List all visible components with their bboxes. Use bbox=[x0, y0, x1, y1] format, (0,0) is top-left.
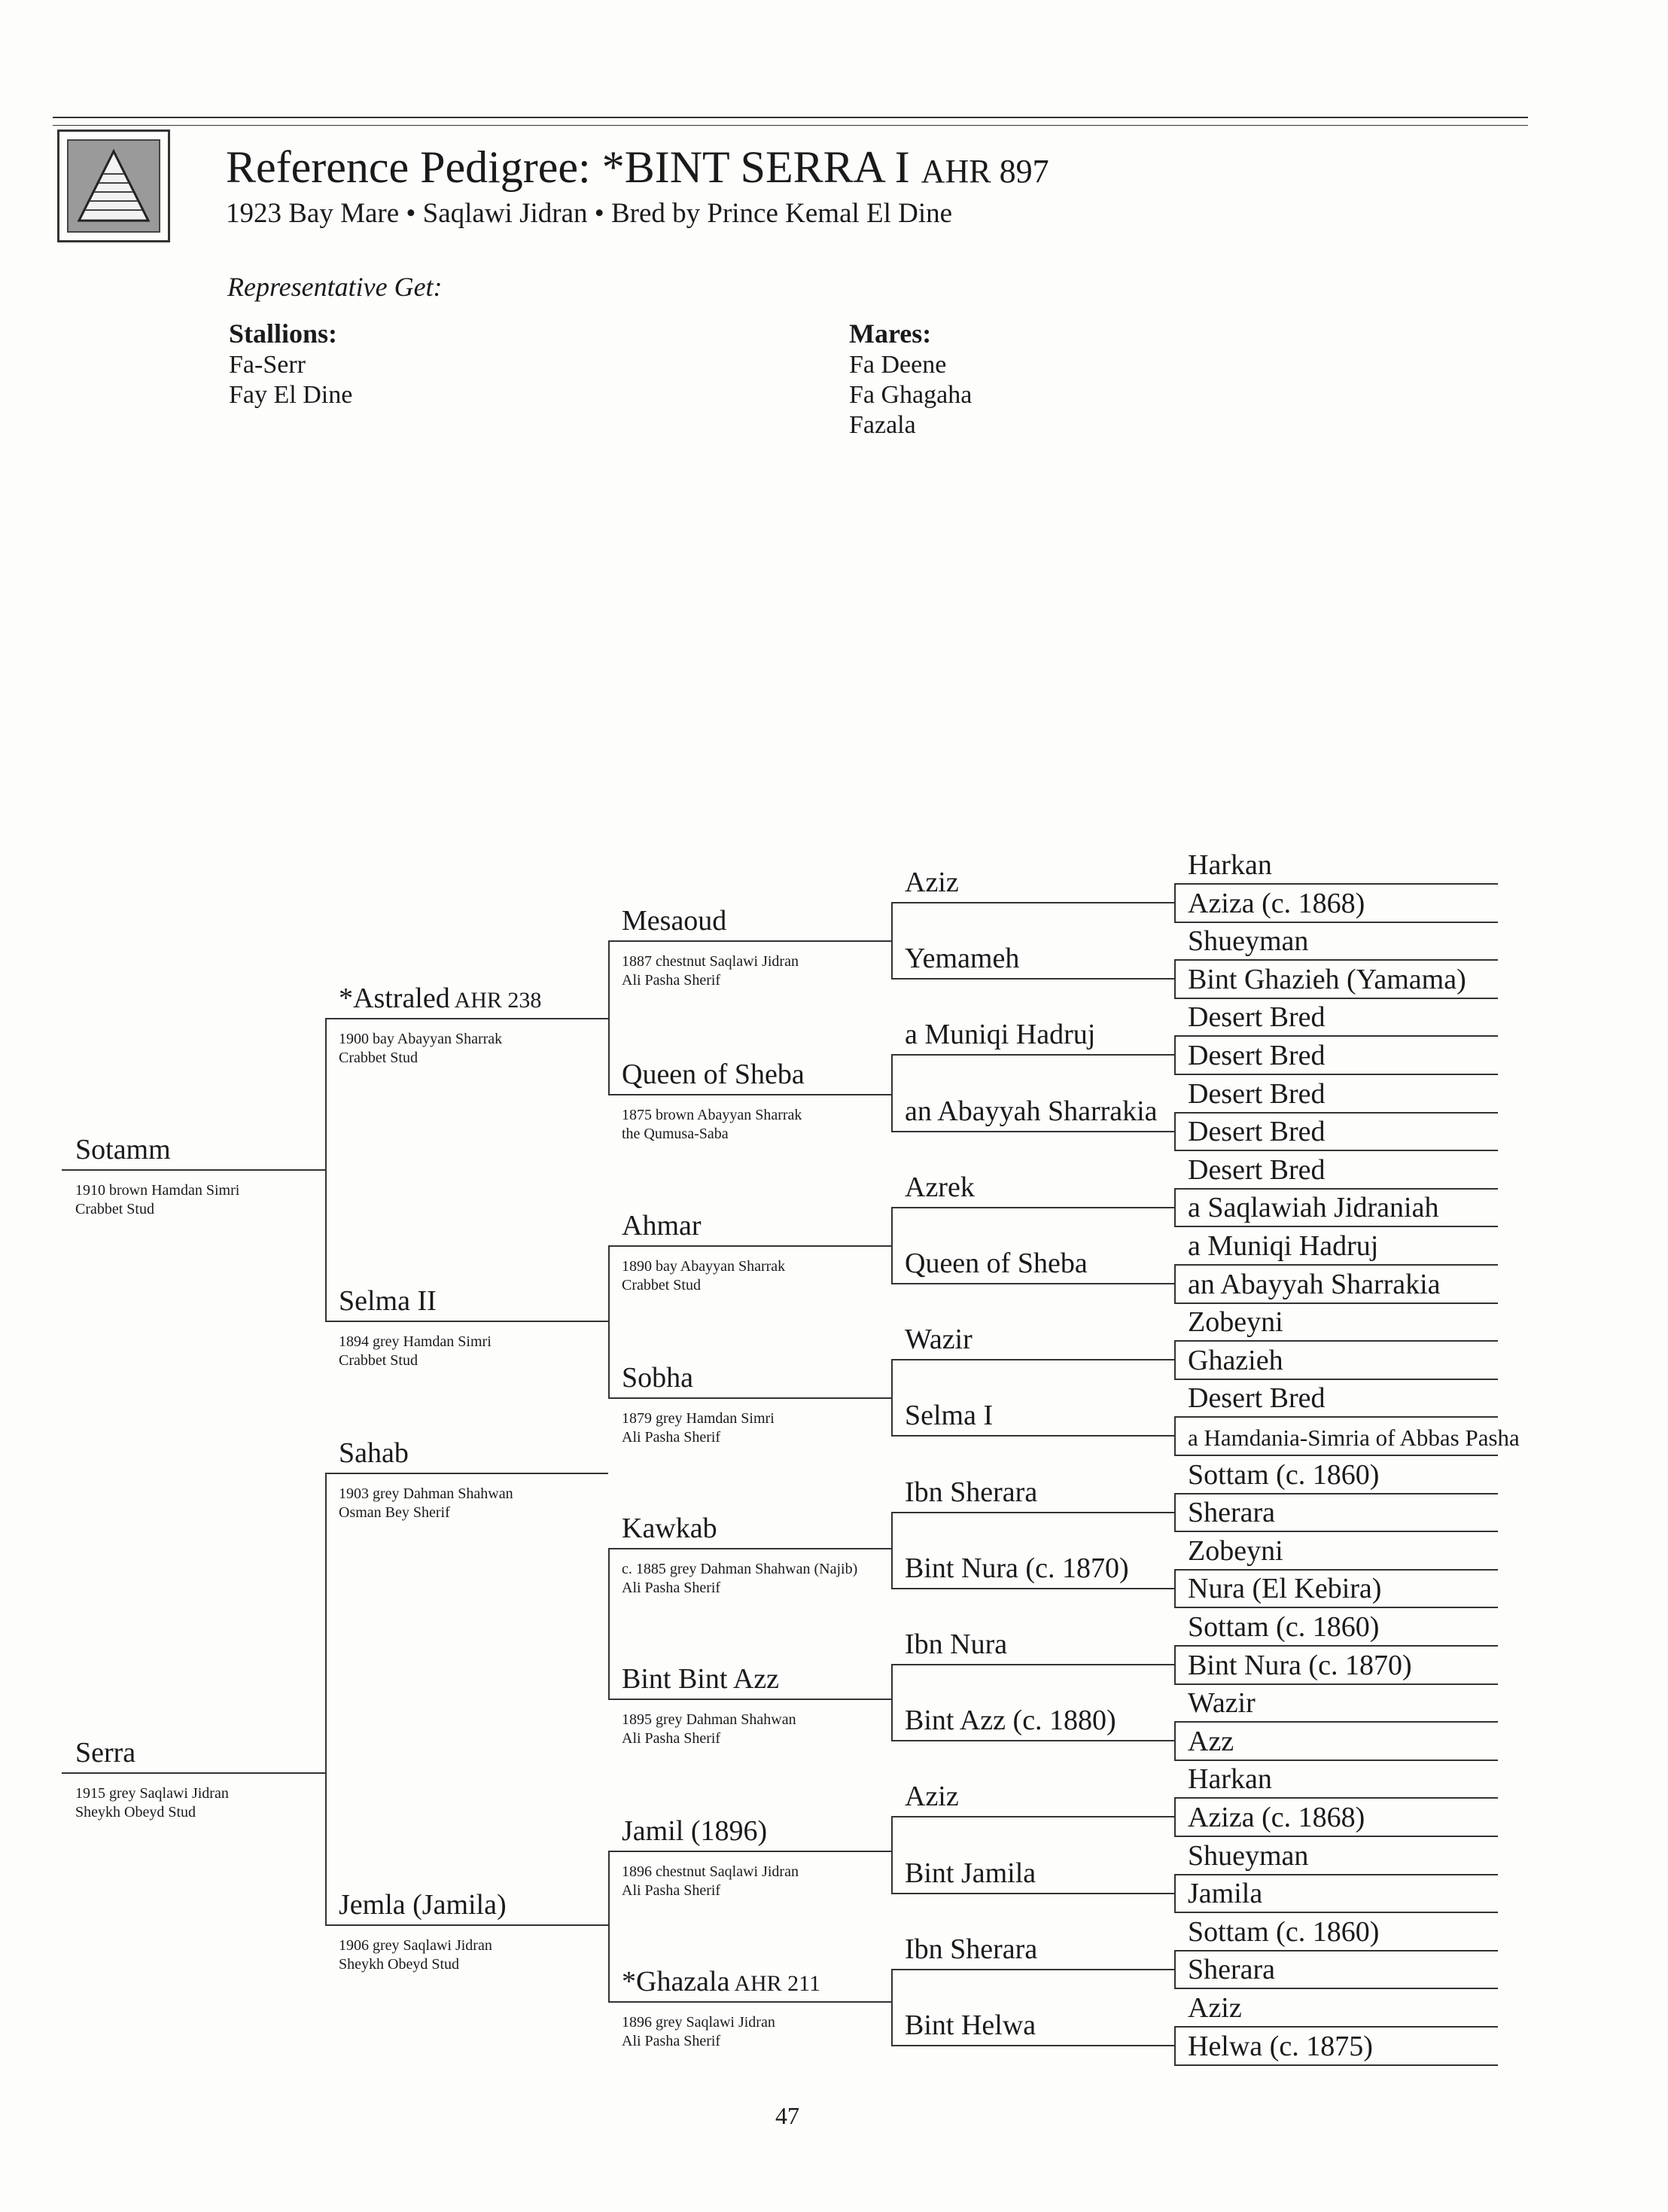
gen5-line bbox=[1174, 2026, 1498, 2028]
horse-name-text: Wazir bbox=[905, 1324, 972, 1356]
horse-name-text: Desert Bred bbox=[1188, 1001, 1326, 1034]
horse-details bbox=[622, 1863, 799, 1900]
horse-detail-line: 1894 grey Hamdan Simri bbox=[339, 1333, 492, 1350]
horse-name bbox=[1188, 1229, 1378, 1263]
gen5-box-edge bbox=[1174, 1036, 1176, 1074]
horse-name bbox=[1188, 1191, 1438, 1224]
gen4-line bbox=[891, 1435, 1174, 1437]
horse-name bbox=[339, 1437, 409, 1470]
gen5-line bbox=[1174, 1226, 1498, 1227]
horse-name-text: Bint Ghazieh (Yamama) bbox=[1188, 963, 1466, 995]
gen5-box-edge bbox=[1174, 1950, 1176, 1988]
horse-detail-line: Sheykh Obeyd Stud bbox=[75, 1804, 196, 1820]
gen3-connector bbox=[891, 1664, 893, 1740]
horse-name-text: *Ghazala bbox=[622, 1966, 730, 1997]
horse-name-text: Yemameh bbox=[905, 943, 1020, 975]
gen5-line bbox=[1174, 2064, 1498, 2066]
horse-name bbox=[1188, 1610, 1379, 1644]
title-ahr: AHR 897 bbox=[921, 153, 1049, 190]
gen3-line bbox=[608, 1094, 891, 1095]
horse-detail-line: Osman Bey Sherif bbox=[339, 1504, 450, 1521]
horse-name-text: Azz bbox=[1188, 1725, 1234, 1757]
horse-detail-line: Ali Pasha Sherif bbox=[622, 2033, 721, 2049]
horse-name bbox=[1188, 925, 1308, 958]
horse-name bbox=[1188, 1077, 1326, 1111]
gen5-box-edge bbox=[1174, 1417, 1176, 1455]
gen4-line bbox=[891, 2045, 1174, 2046]
gen4-line bbox=[891, 1054, 1174, 1056]
horse-name bbox=[1188, 1801, 1365, 1834]
horse-detail-line: Crabbet Stud bbox=[339, 1050, 418, 1066]
horse-detail-line: 1890 bay Abayyan Sharrak bbox=[622, 1258, 786, 1275]
horse-name bbox=[1188, 1915, 1379, 1948]
gen5-box-edge bbox=[1174, 1112, 1176, 1150]
gen3-connector bbox=[891, 902, 893, 978]
horse-name-text: Sherara bbox=[1188, 1954, 1276, 1986]
horse-name-text: Sottam (c. 1860) bbox=[1188, 1611, 1380, 1643]
horse-name-text: Aziz bbox=[905, 1781, 959, 1813]
horse-detail-line: Sheykh Obeyd Stud bbox=[339, 1956, 459, 1973]
horse-name bbox=[1188, 1991, 1242, 2025]
horse-detail-line: 1879 grey Hamdan Simri bbox=[622, 1410, 775, 1427]
horse-name bbox=[905, 1857, 1036, 1890]
horse-name-text: Aziz bbox=[1188, 1992, 1242, 2024]
horse-name bbox=[1188, 1496, 1275, 1529]
pyramid-icon bbox=[67, 139, 160, 233]
horse-name bbox=[1188, 1458, 1379, 1491]
horse-name bbox=[622, 1965, 820, 1998]
gen5-box-edge bbox=[1174, 1722, 1176, 1760]
horse-name-text: Desert Bred bbox=[1188, 1153, 1326, 1186]
horse-name bbox=[1188, 1115, 1326, 1148]
gen5-line bbox=[1174, 1493, 1498, 1494]
stallion-item: Fay El Dine bbox=[229, 381, 353, 409]
mares-heading: Mares: bbox=[849, 318, 932, 349]
horse-details bbox=[339, 1485, 513, 1522]
horse-name bbox=[622, 1058, 805, 1091]
gen2-connector bbox=[608, 1548, 610, 1699]
page-title bbox=[226, 142, 1049, 193]
horse-detail-line: 1903 grey Dahman Shahwan bbox=[339, 1485, 513, 1502]
horse-detail-line: 1906 grey Saqlawi Jidran bbox=[339, 1937, 492, 1954]
gen5-box-edge bbox=[1174, 884, 1176, 922]
gen5-line bbox=[1174, 1455, 1498, 1456]
gen3-connector bbox=[891, 1207, 893, 1283]
gen5-box-edge bbox=[1174, 2027, 1176, 2064]
horse-name bbox=[905, 866, 959, 899]
horse-details bbox=[622, 2013, 775, 2051]
gen1-line bbox=[62, 1169, 325, 1171]
horse-name-text: a Hamdania-Simria of Abbas Pasha bbox=[1188, 1424, 1520, 1451]
horse-detail-line: 1896 chestnut Saqlawi Jidran bbox=[622, 1863, 799, 1880]
gen1-connector bbox=[325, 1018, 327, 1321]
gen5-box-edge bbox=[1174, 1188, 1176, 1226]
horse-name bbox=[1188, 2030, 1373, 2063]
stallion-item: Fa-Serr bbox=[229, 351, 306, 379]
horse-name-text: Jamila bbox=[1188, 1878, 1263, 1910]
gen4-line bbox=[891, 1893, 1174, 1894]
gen4-line bbox=[891, 1131, 1174, 1132]
gen1-line bbox=[62, 1772, 325, 1774]
title-main: Reference Pedigree: *BINT SERRA I bbox=[226, 142, 910, 192]
gen3-connector bbox=[891, 1359, 893, 1435]
horse-name bbox=[1188, 1344, 1283, 1377]
gen5-line bbox=[1174, 1760, 1498, 1761]
gen5-line bbox=[1174, 1607, 1498, 1608]
gen5-line bbox=[1174, 1035, 1498, 1037]
gen5-line bbox=[1174, 959, 1498, 961]
horse-name-text: a Saqlawiah Jidraniah bbox=[1188, 1192, 1439, 1224]
horse-name-text: Azrek bbox=[905, 1171, 975, 1203]
horse-name-text: Sottam (c. 1860) bbox=[1188, 1915, 1380, 1948]
ahr-number: AHR 238 bbox=[449, 988, 542, 1013]
gen4-line bbox=[891, 1740, 1174, 1741]
horse-detail-line: c. 1885 grey Dahman Shahwan (Najib) bbox=[622, 1561, 858, 1577]
gen5-line bbox=[1174, 1531, 1498, 1532]
horse-name-text: Aziza (c. 1868) bbox=[1188, 1802, 1365, 1833]
horse-name-text: *Astraled bbox=[339, 983, 450, 1014]
gen2-line bbox=[325, 1473, 608, 1474]
horse-name bbox=[75, 1133, 171, 1166]
gen5-line bbox=[1174, 1836, 1498, 1837]
horse-name-text: Desert Bred bbox=[1188, 1116, 1326, 1148]
horse-name bbox=[1188, 1268, 1441, 1301]
horse-name bbox=[1188, 1534, 1283, 1568]
horse-name bbox=[339, 1284, 437, 1318]
horse-name bbox=[1188, 1877, 1262, 1910]
horse-name-text: Bint Bint Azz bbox=[622, 1663, 779, 1695]
horse-name-text: Queen of Sheba bbox=[905, 1248, 1088, 1279]
horse-detail-line: Ali Pasha Sherif bbox=[622, 972, 721, 989]
gen3-line bbox=[608, 1245, 891, 1247]
gen5-line bbox=[1174, 1797, 1498, 1799]
gen4-line bbox=[891, 1664, 1174, 1665]
gen5-box-edge bbox=[1174, 1874, 1176, 1912]
horse-name bbox=[1188, 963, 1466, 996]
horse-name-text: Sottam (c. 1860) bbox=[1188, 1458, 1380, 1491]
gen5-line bbox=[1174, 883, 1498, 885]
gen5-line bbox=[1174, 1303, 1498, 1304]
horse-details bbox=[75, 1181, 239, 1219]
horse-name bbox=[1188, 1953, 1275, 1986]
top-rule-thin bbox=[53, 125, 1528, 126]
horse-detail-line: the Qumusa-Saba bbox=[622, 1126, 729, 1142]
horse-name-text: Mesaoud bbox=[622, 905, 727, 937]
representative-get-label: Representative Get: bbox=[227, 272, 443, 302]
gen5-line bbox=[1174, 998, 1498, 999]
horse-name-text: an Abayyah Sharrakia bbox=[905, 1095, 1158, 1127]
horse-detail-line: Ali Pasha Sherif bbox=[622, 1580, 721, 1596]
gen1-connector bbox=[325, 1473, 327, 1924]
horse-name-text: Bint Jamila bbox=[905, 1857, 1036, 1889]
horse-name bbox=[905, 2009, 1036, 2042]
horse-name bbox=[905, 1628, 1007, 1661]
gen5-line bbox=[1174, 1950, 1498, 1951]
horse-name bbox=[1188, 1839, 1308, 1872]
horse-name bbox=[1188, 1306, 1283, 1339]
gen5-line bbox=[1174, 1340, 1498, 1342]
horse-name-text: Sotamm bbox=[75, 1134, 171, 1165]
horse-name bbox=[75, 1736, 135, 1769]
horse-name bbox=[622, 1814, 767, 1848]
horse-name-text: Jemla (Jamila) bbox=[339, 1889, 507, 1921]
gen5-line bbox=[1174, 1112, 1498, 1114]
horse-name bbox=[1188, 1725, 1234, 1758]
horse-name bbox=[1188, 1572, 1381, 1605]
horse-name bbox=[1188, 1763, 1272, 1796]
horse-name-text: Ahmar bbox=[622, 1210, 702, 1242]
horse-name-text: a Muniqi Hadruj bbox=[905, 1019, 1096, 1051]
gen2-connector bbox=[608, 1851, 610, 2001]
horse-name-text: Nura (El Kebira) bbox=[1188, 1573, 1382, 1605]
horse-name bbox=[1188, 1649, 1412, 1682]
gen3-connector bbox=[891, 1054, 893, 1130]
horse-detail-line: 1895 grey Dahman Shahwan bbox=[622, 1711, 796, 1728]
horse-name bbox=[905, 1780, 959, 1813]
gen5-box-edge bbox=[1174, 960, 1176, 998]
horse-name-text: Sobha bbox=[622, 1362, 693, 1394]
horse-detail-line: Ali Pasha Sherif bbox=[622, 1882, 721, 1899]
gen4-line bbox=[891, 1283, 1174, 1284]
horse-details bbox=[622, 1409, 775, 1447]
gen4-line bbox=[891, 1588, 1174, 1589]
gen4-line bbox=[891, 902, 1174, 903]
horse-name bbox=[905, 1399, 993, 1432]
gen5-box-edge bbox=[1174, 1265, 1176, 1303]
horse-name bbox=[622, 1361, 693, 1394]
horse-name bbox=[1188, 1153, 1326, 1187]
horse-name-text: Bint Azz (c. 1880) bbox=[905, 1705, 1116, 1737]
horse-name-text: Kawkab bbox=[622, 1513, 717, 1544]
horse-name bbox=[1188, 1686, 1256, 1720]
horse-name bbox=[905, 942, 1019, 975]
mare-item: Fa Ghagaha bbox=[849, 381, 972, 409]
horse-name-text: Aziz bbox=[905, 867, 959, 898]
ahr-number: AHR 211 bbox=[729, 1971, 821, 1996]
horse-name-text: Desert Bred bbox=[1188, 1382, 1326, 1415]
stallions-heading: Stallions: bbox=[229, 318, 338, 349]
gen4-line bbox=[891, 1359, 1174, 1360]
horse-name-text: an Abayyah Sharrakia bbox=[1188, 1268, 1441, 1300]
horse-details bbox=[339, 1936, 492, 1974]
horse-details bbox=[622, 952, 799, 990]
gen2-line bbox=[325, 1321, 608, 1322]
gen3-connector bbox=[891, 1512, 893, 1588]
gen5-line bbox=[1174, 1569, 1498, 1571]
gen5-box-edge bbox=[1174, 1569, 1176, 1607]
horse-detail-line: 1875 brown Abayyan Sharrak bbox=[622, 1107, 802, 1123]
horse-name bbox=[905, 1018, 1095, 1051]
horse-name bbox=[622, 904, 726, 937]
gen5-line bbox=[1174, 1645, 1498, 1647]
horse-detail-line: Crabbet Stud bbox=[339, 1352, 418, 1369]
horse-name-text: Ibn Sherara bbox=[905, 1476, 1038, 1508]
horse-name-text: Desert Bred bbox=[1188, 1040, 1326, 1071]
horse-name-text: a Muniqi Hadruj bbox=[1188, 1230, 1379, 1262]
gen5-box-edge bbox=[1174, 1646, 1176, 1683]
horse-name bbox=[905, 1323, 972, 1356]
gen2-line bbox=[325, 1924, 608, 1926]
horse-name-text: Bint Nura (c. 1870) bbox=[1188, 1649, 1412, 1681]
gen5-line bbox=[1174, 1074, 1498, 1075]
horse-details bbox=[622, 1106, 802, 1144]
horse-details bbox=[75, 1784, 229, 1822]
gen4-line bbox=[891, 1969, 1174, 1970]
horse-name bbox=[339, 982, 541, 1015]
horse-name bbox=[622, 1209, 702, 1242]
horse-detail-line: Crabbet Stud bbox=[622, 1277, 701, 1293]
horse-name-text: Bint Nura (c. 1870) bbox=[905, 1552, 1129, 1584]
gen3-line bbox=[608, 1397, 891, 1399]
horse-name bbox=[622, 1662, 779, 1696]
horse-details bbox=[622, 1257, 785, 1295]
page-number: 47 bbox=[775, 2102, 799, 2129]
horse-detail-line: 1915 grey Saqlawi Jidran bbox=[75, 1785, 229, 1802]
horse-name bbox=[1188, 1424, 1520, 1452]
gen5-line bbox=[1174, 922, 1498, 923]
horse-name-text: Aziza (c. 1868) bbox=[1188, 887, 1365, 919]
horse-details bbox=[622, 1711, 796, 1748]
gen3-line bbox=[608, 1851, 891, 1852]
horse-detail-line: 1900 bay Abayyan Sharrak bbox=[339, 1031, 503, 1047]
gen5-line bbox=[1174, 1416, 1498, 1418]
horse-name bbox=[905, 1933, 1037, 1966]
horse-name bbox=[1188, 887, 1365, 920]
gen5-line bbox=[1174, 1264, 1498, 1266]
horse-name bbox=[622, 1512, 717, 1545]
horse-name-text: Ghazieh bbox=[1188, 1344, 1283, 1376]
horse-detail-line: 1887 chestnut Saqlawi Jidran bbox=[622, 953, 799, 970]
horse-name bbox=[1188, 1382, 1326, 1415]
horse-name-text: Ibn Nura bbox=[905, 1629, 1008, 1660]
logo bbox=[57, 129, 170, 242]
horse-name-text: Zobeyni bbox=[1188, 1534, 1283, 1567]
gen5-box-edge bbox=[1174, 1493, 1176, 1531]
horse-name bbox=[339, 1888, 507, 1921]
gen5-line bbox=[1174, 1721, 1498, 1723]
horse-name-text: Bint Helwa bbox=[905, 2009, 1036, 2041]
horse-name bbox=[905, 1552, 1129, 1585]
gen4-line bbox=[891, 1512, 1174, 1513]
horse-detail-line: Crabbet Stud bbox=[75, 1201, 154, 1217]
horse-name bbox=[1188, 1001, 1326, 1034]
horse-name-text: Serra bbox=[75, 1737, 136, 1769]
horse-detail-line: 1896 grey Saqlawi Jidran bbox=[622, 2014, 775, 2031]
horse-name-text: Helwa (c. 1875) bbox=[1188, 2030, 1373, 2062]
mare-item: Fa Deene bbox=[849, 351, 947, 379]
horse-name bbox=[905, 1095, 1158, 1128]
gen5-box-edge bbox=[1174, 1341, 1176, 1379]
horse-name-text: Wazir bbox=[1188, 1687, 1256, 1720]
gen5-line bbox=[1174, 1683, 1498, 1685]
gen4-line bbox=[891, 1207, 1174, 1208]
horse-name-text: Selma II bbox=[339, 1285, 437, 1317]
horse-detail-line: Ali Pasha Sherif bbox=[622, 1730, 721, 1747]
horse-name-text: Selma I bbox=[905, 1400, 994, 1432]
gen4-line bbox=[891, 1816, 1174, 1817]
gen5-line bbox=[1174, 1874, 1498, 1875]
top-rule bbox=[53, 117, 1528, 118]
horse-name-text: Queen of Sheba bbox=[622, 1059, 805, 1090]
gen3-connector bbox=[891, 1816, 893, 1892]
mare-item: Fazala bbox=[849, 411, 916, 439]
horse-name bbox=[905, 1247, 1088, 1280]
horse-detail-line: Ali Pasha Sherif bbox=[622, 1429, 721, 1446]
horse-name-text: Shueyman bbox=[1188, 1839, 1309, 1872]
horse-name-text: Desert Bred bbox=[1188, 1077, 1326, 1110]
gen5-line bbox=[1174, 1150, 1498, 1151]
gen5-line bbox=[1174, 1988, 1498, 1989]
horse-name-text: Harkan bbox=[1188, 849, 1272, 881]
horse-name-text: Sahab bbox=[339, 1437, 409, 1469]
gen5-line bbox=[1174, 1379, 1498, 1380]
gen2-line bbox=[325, 1018, 608, 1019]
horse-name-text: Zobeyni bbox=[1188, 1306, 1283, 1339]
gen2-connector bbox=[608, 1245, 610, 1397]
horse-name bbox=[1188, 849, 1272, 882]
gen3-line bbox=[608, 1548, 891, 1549]
gen4-line bbox=[891, 978, 1174, 980]
horse-name-text: Sherara bbox=[1188, 1497, 1276, 1529]
horse-details bbox=[622, 1560, 857, 1598]
gen3-line bbox=[608, 2001, 891, 2003]
horse-name-text: Ibn Sherara bbox=[905, 1933, 1038, 1965]
gen5-line bbox=[1174, 1912, 1498, 1913]
horse-name bbox=[1188, 1039, 1326, 1072]
gen5-box-edge bbox=[1174, 1798, 1176, 1836]
horse-details bbox=[339, 1030, 502, 1068]
page-subtitle: 1923 Bay Mare • Saqlawi Jidran • Bred by Prince Kemal El Dine bbox=[226, 198, 953, 229]
horse-detail-line: 1910 brown Hamdan Simri bbox=[75, 1182, 240, 1199]
horse-name-text: Harkan bbox=[1188, 1763, 1272, 1796]
gen2-connector bbox=[608, 940, 610, 1094]
horse-name bbox=[905, 1704, 1116, 1737]
gen3-line bbox=[608, 940, 891, 942]
gen3-line bbox=[608, 1699, 891, 1700]
horse-name bbox=[905, 1171, 975, 1204]
horse-name-text: Shueyman bbox=[1188, 925, 1309, 958]
horse-details bbox=[339, 1333, 492, 1370]
gen5-line bbox=[1174, 1188, 1498, 1190]
horse-name bbox=[905, 1476, 1037, 1509]
horse-name-text: Jamil (1896) bbox=[622, 1815, 768, 1847]
gen3-connector bbox=[891, 1969, 893, 2045]
